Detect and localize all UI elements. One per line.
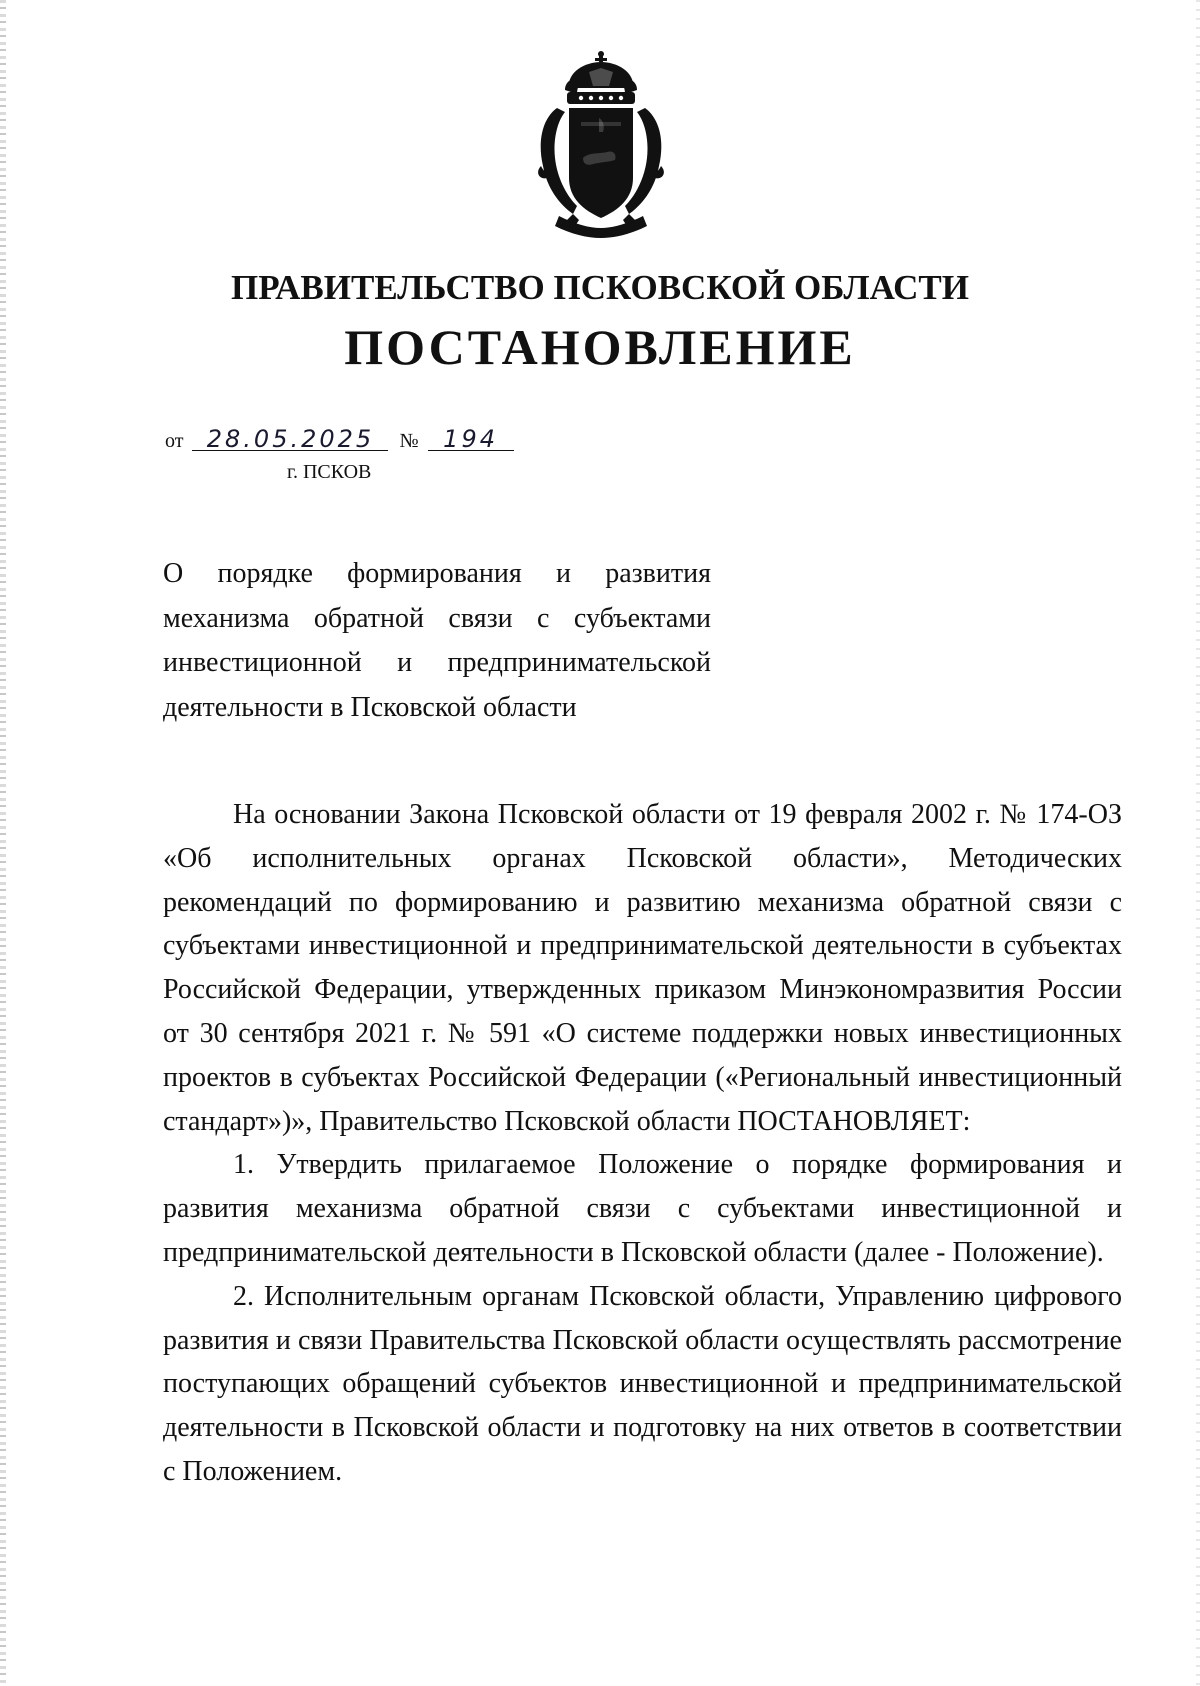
subject-line: механизма обратной связи с субъектами [163,602,711,634]
body-paragraph-item-1: 1. Утвердить прилагаемое Положение о порядке формирования и развития механизма обратной связи с субъектами инвестиционной и предпринимательской деятельности в Псковской области (далее - Положение). [163,1149,1122,1268]
city-label: г. ПСКОВ [287,461,372,483]
document-subject [163,552,711,730]
body-paragraph-preamble: На основании Закона Псковской области от 19 февраля 2002 г. № 174-ОЗ «Об исполнительных органах Псковской области», Методических рекомендаций по формированию и развитию механизма обратной связи с субъектами инвестиционной и предпринимательской деятельности в субъектах Российской Федерации, утвержденных приказом Минэкономразвития России от 30 сентября 2021 г. № 591 «О системе поддержки новых инвестиционных проектов в субъектах Российской Федерации («Региональный инвестиционный стандарт»)», Правительство Псковской области ПОСТАНОВЛЯЕТ: [163,799,1122,1137]
pskov-region-coat-of-arms-icon [529,48,673,238]
document-body [163,793,1122,1494]
subject-line: инвестиционной и предпринимательской [163,647,711,678]
scan-edge-left [0,0,6,1686]
document-number: 194 [428,428,514,451]
scan-edge-right [1196,0,1200,1686]
document-type-title: ПОСТАНОВЛЕНИЕ [344,319,856,375]
subject-line: деятельности в Псковской области [163,691,577,723]
document-date: 28.05.2025 [192,428,388,451]
number-prefix: № [399,430,419,452]
subject-line: О порядке формирования и развития [163,558,711,589]
body-paragraph-item-2: 2. Исполнительным органам Псковской области, Управлению цифрового развития и связи Правительства Псковской области осуществлять рассмотрение поступающих обращений субъектов инвестиционной и предпринимательской деятельности в Псковской области и подготовку на них ответов в соответствии с Положением. [163,1280,1122,1487]
organization-title: ПРАВИТЕЛЬСТВО ПСКОВСКОЙ ОБЛАСТИ [231,268,969,307]
date-prefix: от [165,430,184,452]
document-meta-line [165,425,514,453]
